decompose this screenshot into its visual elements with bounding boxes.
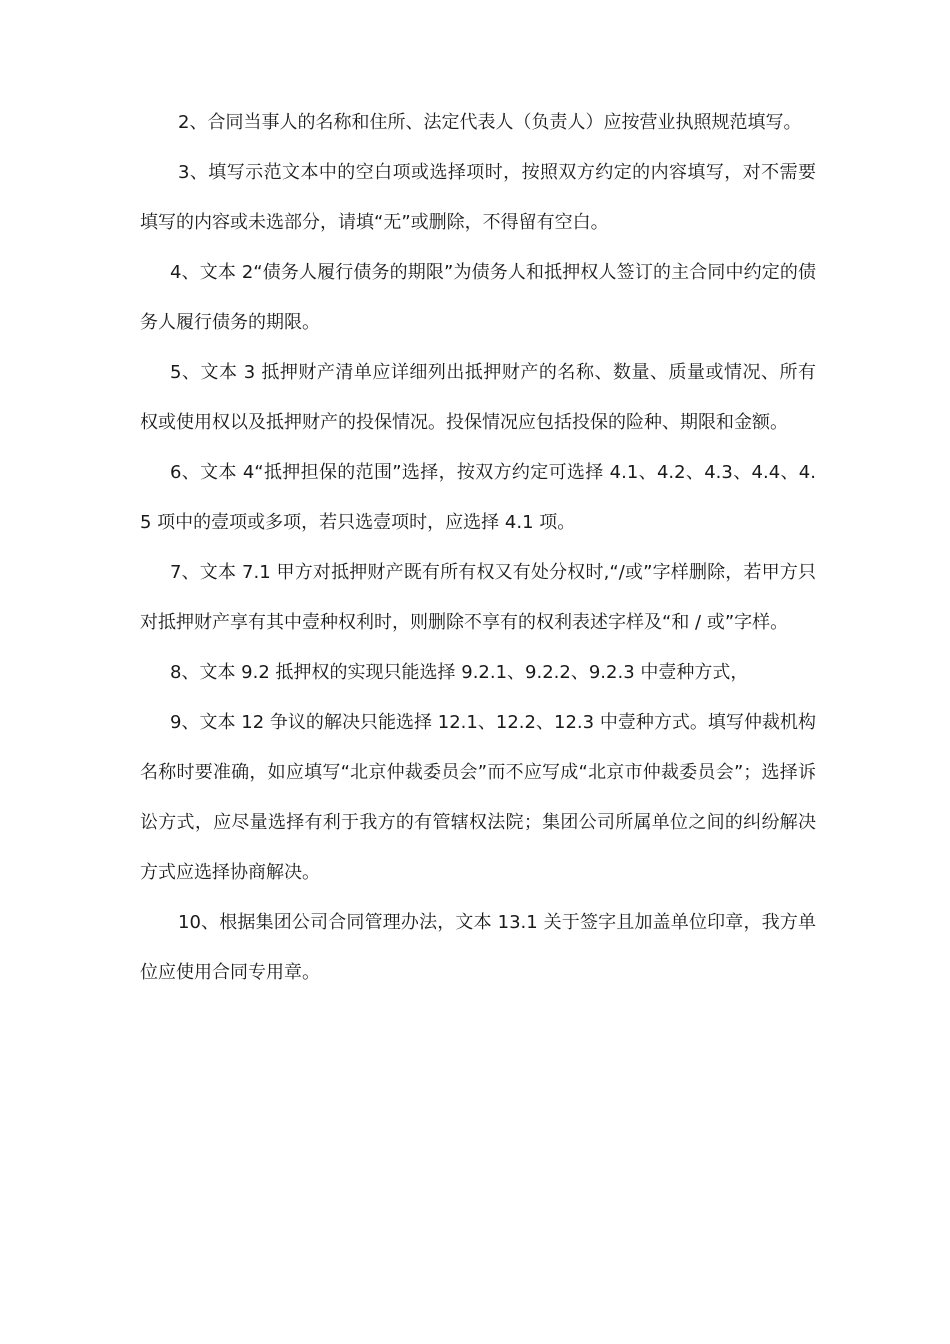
paragraph-item-2: 2、合同当事人的名称和住所、法定代表人（负责人）应按营业执照规范填写。: [178, 112, 802, 133]
paragraph-item-9: 9、文本 12 争议的解决只能选择 12.1、12.2、12.3 中壹种方式。填写仲裁机构名称时要准确，如应填写“北京仲裁委员会”而不应写成“北京市仲裁委员会”；选择诉讼方式，应尽量选择有利于我方的有管辖权法院；集团公司所属单位之间的纠纷解决方式应选择协商解决。: [140, 712, 816, 883]
paragraph-item-4: 4、文本 2“债务人履行债务的期限”为债务人和抵押权人签订的主合同中约定的债务人履行债务的期限。: [140, 262, 816, 333]
paragraph-item-6: 6、文本 4“抵押担保的范围”选择，按双方约定可选择 4.1、4.2、4.3、4.4、4.5 项中的壹项或多项，若只选壹项时，应选择 4.1 项。: [140, 462, 816, 533]
paragraph-item-8: 8、文本 9.2 抵押权的实现只能选择 9.2.1、9.2.2、9.2.3 中壹种方式，: [170, 662, 749, 683]
paragraph-item-5: 5、文本 3 抵押财产清单应详细列出抵押财产的名称、数量、质量或情况、所有权或使用权以及抵押财产的投保情况。投保情况应包括投保的险种、期限和金额。: [140, 362, 816, 433]
paragraph-item-7: 7、文本 7.1 甲方对抵押财产既有所有权又有处分权时,“/或”字样删除，若甲方只对抵押财产享有其中壹种权利时，则删除不享有的权利表述字样及“和 / 或”字样。: [140, 562, 816, 633]
document-body: [140, 98, 816, 998]
paragraph-item-10: 10、根据集团公司合同管理办法，文本 13.1 关于签字且加盖单位印章，我方单位应使用合同专用章。: [140, 912, 816, 983]
paragraph-item-3: 3、填写示范文本中的空白项或选择项时，按照双方约定的内容填写，对不需要填写的内容或未选部分，请填“无”或删除，不得留有空白。: [140, 162, 816, 233]
